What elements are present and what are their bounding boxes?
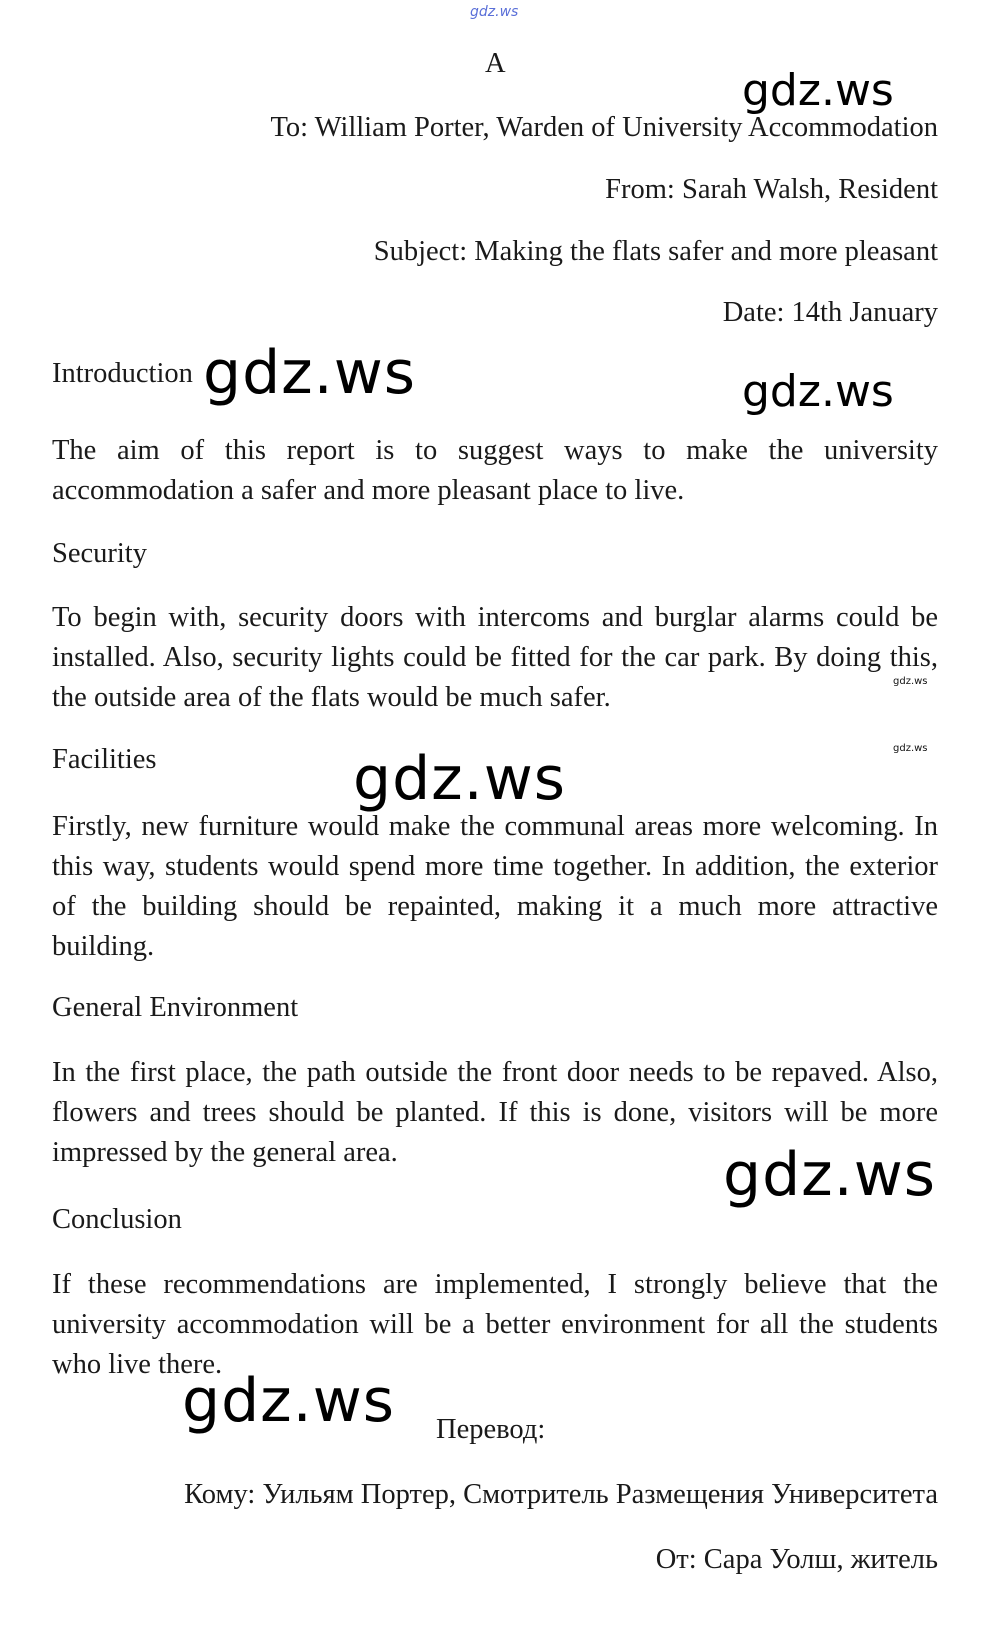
introduction-heading: Introduction [52,358,193,389]
translation-label: Перевод: [436,1414,546,1445]
report-date: Date: 14th January [722,297,938,328]
environment-heading: General Environment [52,992,299,1023]
watermark-logo: gdz.ws [182,1366,396,1436]
security-text: To begin with, security doors with intercoms and burglar alarms could be installed. Also, security lights could be fitted for the car park. By doing this, the outside area of the flats would be much safer. [52,602,938,713]
watermark-logo: gdz.ws [723,1140,937,1210]
conclusion-heading: Conclusion [52,1204,182,1235]
report-from: From: Sarah Walsh, Resident [605,174,938,205]
letter-label: A [485,48,506,79]
translation-from: От: Сара Уолш, житель [655,1544,938,1575]
watermark-logo: gdz.ws [742,366,894,417]
watermark-logo: gdz.ws [893,743,928,754]
introduction-text: The aim of this report is to suggest ways to make the university accommodation a safer and more pleasant place to live. [52,435,938,506]
facilities-heading: Facilities [52,744,157,775]
environment-text: In the first place, the path outside the front door needs to be repaved. Also, flowers and trees should be planted. If this is done, visitors will be more impressed by the general area. [52,1057,938,1168]
security-heading: Security [52,538,147,569]
watermark-logo: gdz.ws [742,65,894,116]
facilities-text: Firstly, new furniture would make the communal areas more welcoming. In this way, students would spend more time together. In addition, the exterior of the building should be repainted, making it a much more attractive building. [52,811,938,962]
watermark-logo: gdz.ws [893,676,928,687]
watermark-logo: gdz.ws [353,744,567,814]
report-subject: Subject: Making the flats safer and more pleasant [373,236,938,267]
watermark-logo: gdz.ws [203,338,417,408]
report-to: To: William Porter, Warden of University Accommodation [270,112,938,143]
top-watermark: gdz.ws [470,4,519,20]
translation-to: Кому: Уильям Портер, Смотритель Размещения Университета [184,1479,938,1510]
conclusion-text: If these recommendations are implemented, I strongly believe that the university accommodation will be a better environment for all the students who live there. [52,1269,938,1380]
